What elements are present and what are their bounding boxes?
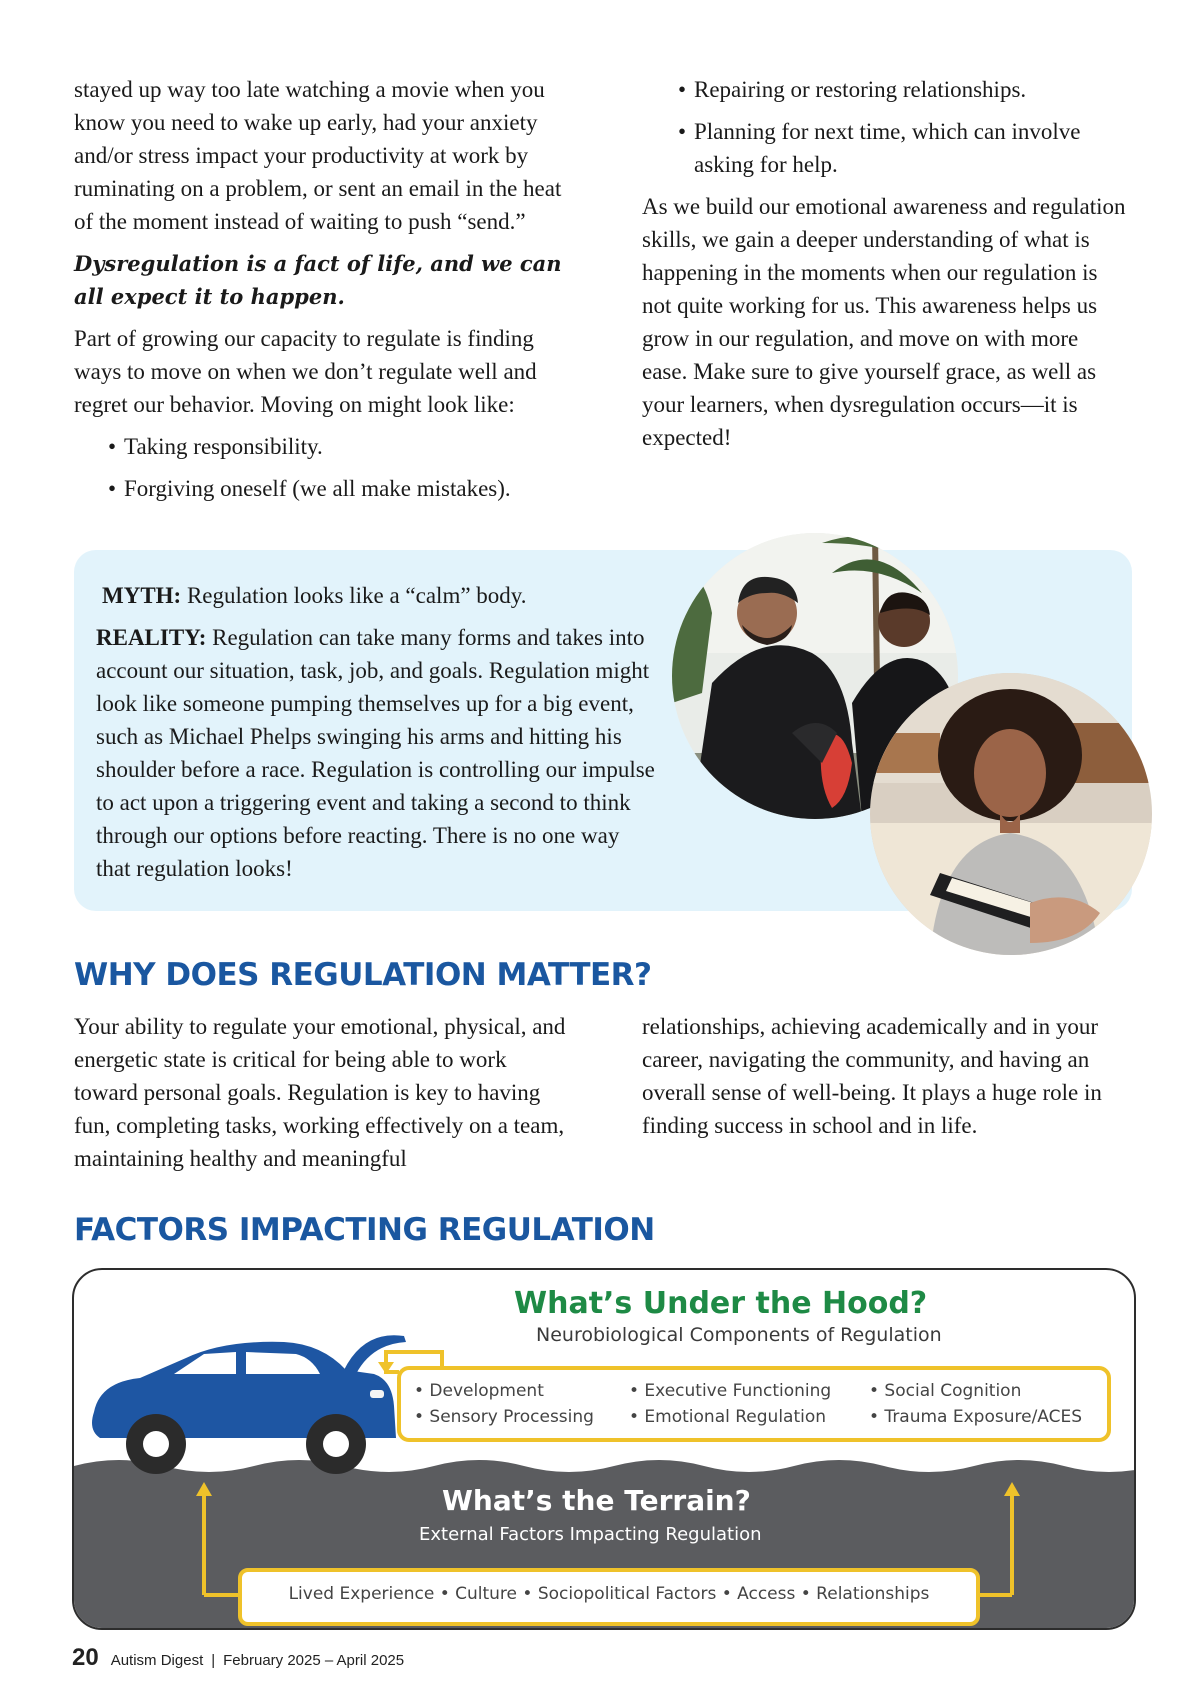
hood-item: • Development [414,1381,544,1401]
reality-label: REALITY: [96,625,207,650]
paragraph: As we build our emotional awareness and regulation skills, we gain a deeper understanding of what is happening in the moments when our regulation is not quite working for us. This awareness helps us grow in our regulation, and move on with more ease. Make sure to give yourself grace, as well as your learners, when dysregulation occurs—it is expected! [642,194,1126,450]
why-left-column [74,1010,574,1184]
hood-item: • Social Cognition [869,1381,1022,1401]
paragraph: Part of growing our capacity to regulate is finding ways to move on when we don’t regulate well and regret our behavior. Moving on might look like: [74,326,537,417]
regulation-factors-infographic [72,1268,1136,1630]
right-column-top [642,73,1126,463]
car-icon [92,1335,406,1474]
terrain-items: Lived Experience • Culture • Sociopolitical Factors • Access • Relationships [288,1584,930,1604]
paragraph: stayed up way too late watching a movie when you know you need to wake up early, had your anxiety and/or stress impact your productivity at work by ruminating on a problem, or sent an email in the heat of the moment instead of waiting to push “send.” [74,77,562,234]
myth-label: MYTH: [102,583,182,608]
list-item: • Planning for next time, which can involve asking for help. [678,119,1081,177]
paragraph: relationships, achieving academically and in your career, navigating the community, and having an overall sense of well-being. It plays a huge role in finding success in school and in life. [642,1014,1102,1138]
lead-statement: Dysregulation is a fact of life, and we can all expect it to happen. [74,251,562,309]
list-item: • Forgiving oneself (we all make mistakes). [108,476,511,501]
paragraph: Your ability to regulate your emotional, physical, and energetic state is critical for being able to work toward personal goals. Regulation is key to having fun, completing tasks, working effectively on a team, maintaining healthy and meaningful [74,1014,566,1171]
reality-paragraph: REALITY: Regulation can take many forms and takes into account our situation, task, job, and goals. Regulation might look like someone pumping themselves up for a big event, such as Michael Phelps swinging his arms and hitting his shoulder before a race. Regulation is controlling our impulse to act upon a triggering event and taking a second to think through our options before reacting. There is no one way that regulation looks! [96,625,655,881]
magazine-name: Autism Digest [110,1652,204,1669]
terrain-title: What’s the Terrain? [442,1484,751,1517]
myth-line: MYTH: Regulation looks like a “calm” body. [102,583,527,608]
hood-item: • Executive Functioning [629,1381,832,1401]
reading-woman-photo [870,673,1152,955]
left-column-top [74,73,574,514]
hood-title: What’s Under the Hood? [514,1286,928,1321]
hood-subtitle: Neurobiological Components of Regulation [536,1324,942,1346]
list-item: • Repairing or restoring relationships. [678,77,1027,102]
page-footer [72,1644,404,1672]
page-number: 20 [72,1644,99,1671]
hood-item: • Sensory Processing [414,1407,594,1427]
list-item: • Taking responsibility. [108,434,323,459]
hood-item: • Emotional Regulation [629,1407,827,1427]
hood-item: • Trauma Exposure/ACES [869,1407,1083,1427]
why-right-column [642,1010,1126,1151]
callout-text [96,579,656,894]
section-heading-why: WHY DOES REGULATION MATTER? [74,957,652,993]
issue-date: February 2025 – April 2025 [223,1652,405,1669]
footer-separator: | [211,1652,216,1669]
terrain-subtitle: External Factors Impacting Regulation [419,1524,762,1545]
section-heading-factors: FACTORS IMPACTING REGULATION [74,1212,655,1248]
